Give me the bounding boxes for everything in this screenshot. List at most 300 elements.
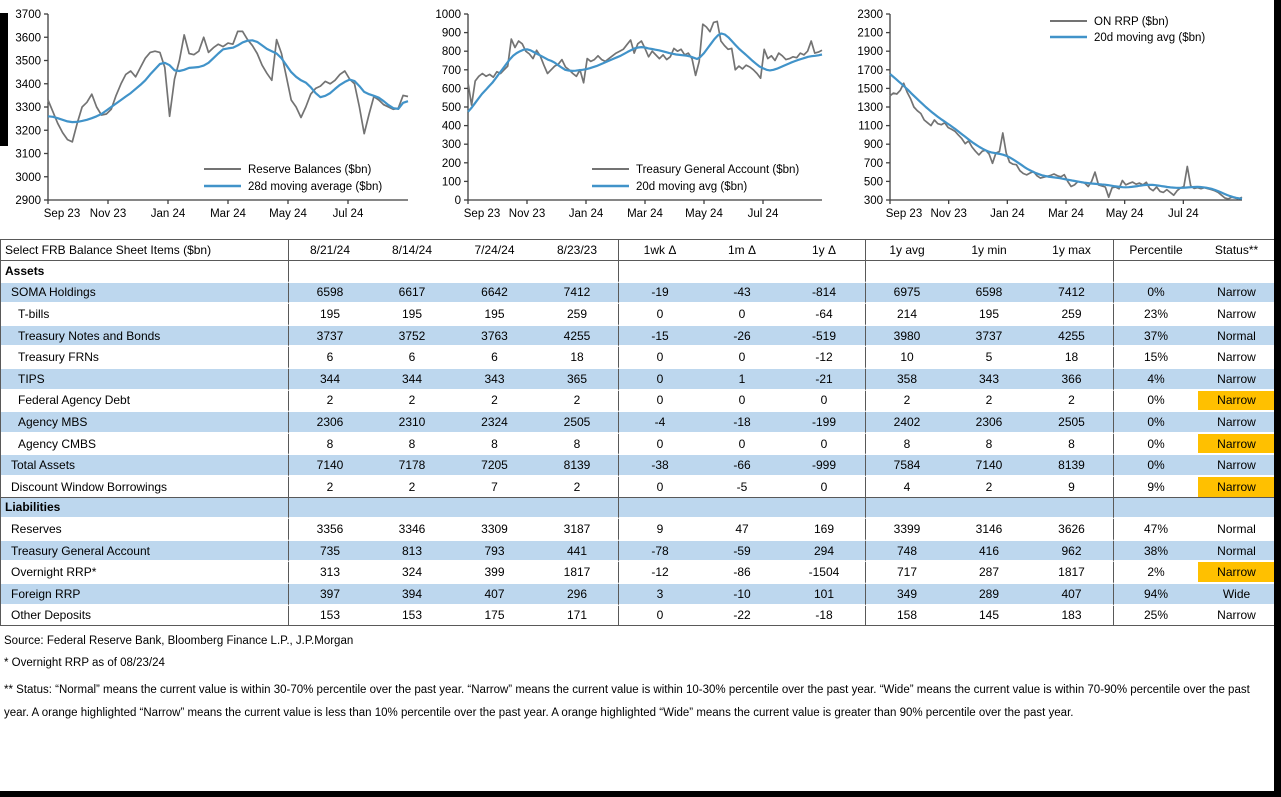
value-cell: 38% bbox=[1113, 541, 1198, 563]
value-cell: 3626 bbox=[1030, 519, 1113, 541]
table-row bbox=[1, 477, 1275, 498]
value-cell: 343 bbox=[453, 369, 536, 391]
x-tick-label: Mar 24 bbox=[1048, 208, 1084, 220]
column-header: 1y max bbox=[1030, 240, 1113, 261]
value-cell: 7584 bbox=[865, 455, 948, 477]
y-tick-label: 300 bbox=[863, 195, 883, 207]
value-cell: -814 bbox=[783, 283, 865, 305]
x-tick-label: Jan 24 bbox=[568, 208, 604, 220]
value-cell: 407 bbox=[453, 584, 536, 606]
status-cell: Wide bbox=[1198, 584, 1275, 606]
value-cell: 6975 bbox=[865, 283, 948, 305]
value-cell: 358 bbox=[865, 369, 948, 391]
value-cell: 2 bbox=[1030, 391, 1113, 413]
value-cell: 0 bbox=[618, 606, 701, 626]
value-cell bbox=[783, 261, 865, 283]
value-cell: 1817 bbox=[1030, 562, 1113, 584]
value-cell bbox=[536, 261, 618, 283]
table-row bbox=[1, 584, 1275, 606]
status-cell: Narrow bbox=[1198, 347, 1275, 369]
chart-canvas-treasury-general-account bbox=[428, 4, 830, 232]
value-cell: 2505 bbox=[1030, 412, 1113, 434]
value-cell: 7178 bbox=[371, 455, 453, 477]
row-label: Assets bbox=[1, 261, 288, 283]
value-cell: 3187 bbox=[536, 519, 618, 541]
value-cell: 343 bbox=[948, 369, 1030, 391]
status-cell: Normal bbox=[1198, 541, 1275, 563]
value-cell bbox=[865, 261, 948, 283]
x-tick-label: Nov 23 bbox=[89, 208, 127, 220]
value-cell: 0% bbox=[1113, 391, 1198, 413]
row-label: Treasury Notes and Bonds bbox=[1, 326, 288, 348]
value-cell: 294 bbox=[783, 541, 865, 563]
value-cell: 6 bbox=[371, 347, 453, 369]
value-cell: 1817 bbox=[536, 562, 618, 584]
value-cell bbox=[371, 261, 453, 283]
table-row bbox=[1, 326, 1275, 348]
value-cell: 2 bbox=[948, 391, 1030, 413]
x-tick-label: Jan 24 bbox=[150, 208, 186, 220]
row-label: T-bills bbox=[1, 304, 288, 326]
value-cell: 0 bbox=[701, 347, 783, 369]
value-cell: 9% bbox=[1113, 477, 1198, 498]
value-cell bbox=[1030, 498, 1113, 520]
value-cell bbox=[948, 261, 1030, 283]
value-cell: 2 bbox=[536, 477, 618, 498]
value-cell: 1 bbox=[701, 369, 783, 391]
x-tick-label: Sep 23 bbox=[463, 208, 501, 220]
y-tick-label: 400 bbox=[441, 120, 461, 133]
row-label: Agency MBS bbox=[1, 412, 288, 434]
value-cell: 3146 bbox=[948, 519, 1030, 541]
value-cell: 0% bbox=[1113, 434, 1198, 456]
value-cell: 0 bbox=[618, 434, 701, 456]
value-cell: 962 bbox=[1030, 541, 1113, 563]
chart-canvas-reserve-balances bbox=[6, 4, 418, 232]
chart-on-rrp bbox=[848, 4, 1250, 237]
value-cell: -12 bbox=[618, 562, 701, 584]
value-cell: 6642 bbox=[453, 283, 536, 305]
value-cell: 2 bbox=[288, 391, 371, 413]
status-cell: Narrow bbox=[1198, 304, 1275, 326]
row-label: Treasury General Account bbox=[1, 541, 288, 563]
y-tick-label: 3200 bbox=[15, 125, 41, 138]
value-cell bbox=[453, 261, 536, 283]
value-cell: 5 bbox=[948, 347, 1030, 369]
value-cell bbox=[1030, 261, 1113, 283]
legend-label: 20d moving avg ($bn) bbox=[1094, 32, 1206, 44]
page-edge-bottom bbox=[0, 791, 1281, 797]
value-cell: 2 bbox=[453, 391, 536, 413]
value-cell: -999 bbox=[783, 455, 865, 477]
row-label: Discount Window Borrowings bbox=[1, 477, 288, 498]
row-label: Reserves bbox=[1, 519, 288, 541]
value-cell: 2306 bbox=[288, 412, 371, 434]
x-tick-label: May 24 bbox=[1105, 208, 1144, 220]
footnote-status-definition: ** Status: “Normal” means the current value is within 30-70% percentile over the past year. “Narrow” means the current value is within 10-30% percentile over the past year. “Wide” means the current value is within 70-90% percentile over the past year. A orange highlighted “Narrow” means the current value is less than 10% percentile over the past year. A orange highlighted “Wide” means the current value is greater than 90% percentile over the past year. bbox=[4, 684, 1250, 719]
y-tick-label: 3600 bbox=[15, 32, 41, 45]
table-row bbox=[1, 283, 1275, 305]
value-cell: 0 bbox=[783, 434, 865, 456]
value-cell: 0% bbox=[1113, 412, 1198, 434]
value-cell: 2 bbox=[288, 477, 371, 498]
value-cell: 349 bbox=[865, 584, 948, 606]
value-cell: -43 bbox=[701, 283, 783, 305]
row-label: Overnight RRP* bbox=[1, 562, 288, 584]
value-cell: -59 bbox=[701, 541, 783, 563]
value-cell: -1504 bbox=[783, 562, 865, 584]
value-cell: 145 bbox=[978, 608, 1000, 623]
value-cell: 8 bbox=[288, 434, 371, 456]
value-cell: 289 bbox=[948, 584, 1030, 606]
status-cell: Narrow bbox=[1198, 283, 1275, 305]
value-cell: 195 bbox=[288, 304, 371, 326]
x-tick-label: Sep 23 bbox=[885, 208, 923, 220]
table-row bbox=[1, 541, 1275, 563]
value-cell: 3737 bbox=[288, 326, 371, 348]
value-cell: 214 bbox=[865, 304, 948, 326]
value-cell: 153 bbox=[288, 606, 371, 626]
value-cell: 344 bbox=[371, 369, 453, 391]
value-cell: -10 bbox=[701, 584, 783, 606]
value-cell: 37% bbox=[1113, 326, 1198, 348]
x-tick-label: Jan 24 bbox=[990, 208, 1025, 220]
value-cell: 397 bbox=[288, 584, 371, 606]
value-cell: -15 bbox=[618, 326, 701, 348]
value-cell: 0 bbox=[618, 304, 701, 326]
table-header-row bbox=[1, 240, 1275, 261]
value-cell: 0 bbox=[618, 477, 701, 498]
value-cell bbox=[783, 498, 865, 520]
y-tick-label: 500 bbox=[863, 176, 883, 189]
y-tick-label: 3100 bbox=[15, 148, 41, 161]
row-label: Liabilities bbox=[1, 498, 288, 520]
value-cell: 9 bbox=[1030, 477, 1113, 498]
status-cell: Narrow bbox=[1198, 369, 1275, 391]
value-cell: 3356 bbox=[288, 519, 371, 541]
y-tick-label: 0 bbox=[454, 195, 461, 207]
value-cell bbox=[371, 498, 453, 520]
value-cell: 3752 bbox=[371, 326, 453, 348]
value-cell: 8 bbox=[536, 434, 618, 456]
y-tick-label: 3000 bbox=[15, 171, 41, 184]
y-tick-label: 3400 bbox=[15, 78, 41, 91]
legend-label: 28d moving average ($bn) bbox=[248, 181, 383, 193]
y-tick-label: 3700 bbox=[15, 9, 41, 21]
value-cell: 158 bbox=[865, 606, 948, 626]
value-cell: 394 bbox=[371, 584, 453, 606]
status-cell: Narrow bbox=[1198, 391, 1275, 413]
value-cell bbox=[865, 498, 948, 520]
x-tick-label: May 24 bbox=[685, 208, 723, 220]
value-cell bbox=[618, 261, 701, 283]
y-tick-label: 700 bbox=[441, 64, 461, 77]
value-cell: 6598 bbox=[948, 283, 1030, 305]
series-line-main bbox=[890, 83, 1242, 199]
value-cell bbox=[701, 261, 783, 283]
value-cell: 7412 bbox=[536, 283, 618, 305]
table-row bbox=[1, 369, 1275, 391]
y-tick-label: 500 bbox=[441, 102, 461, 114]
y-tick-label: 800 bbox=[441, 46, 461, 59]
value-cell: -12 bbox=[783, 347, 865, 369]
value-cell: 365 bbox=[536, 369, 618, 391]
y-tick-label: 900 bbox=[863, 139, 883, 152]
y-tick-label: 100 bbox=[441, 176, 461, 189]
column-header: 8/14/24 bbox=[371, 240, 453, 261]
legend-label: ON RRP ($bn) bbox=[1094, 16, 1169, 28]
value-cell: 399 bbox=[453, 562, 536, 584]
value-cell: 195 bbox=[453, 304, 536, 326]
value-cell: 7 bbox=[453, 477, 536, 498]
value-cell bbox=[288, 261, 371, 283]
value-cell: 2306 bbox=[948, 412, 1030, 434]
value-cell: 18 bbox=[536, 347, 618, 369]
value-cell: 4255 bbox=[536, 326, 618, 348]
value-cell: 2402 bbox=[865, 412, 948, 434]
value-cell: 416 bbox=[948, 541, 1030, 563]
value-cell: 259 bbox=[536, 304, 618, 326]
value-cell: 15% bbox=[1113, 347, 1198, 369]
value-cell: 169 bbox=[783, 519, 865, 541]
value-cell: 4% bbox=[1113, 369, 1198, 391]
value-cell: 94% bbox=[1113, 584, 1198, 606]
status-cell: Narrow bbox=[1198, 477, 1275, 498]
value-cell: 441 bbox=[536, 541, 618, 563]
value-cell: 8 bbox=[1030, 434, 1113, 456]
value-cell: 3346 bbox=[371, 519, 453, 541]
legend-label: Treasury General Account ($bn) bbox=[636, 164, 800, 176]
y-tick-label: 2300 bbox=[857, 9, 883, 21]
table-title: Select FRB Balance Sheet Items ($bn) bbox=[1, 240, 288, 261]
value-cell: -22 bbox=[733, 608, 751, 623]
y-tick-label: 2100 bbox=[857, 27, 883, 40]
value-cell bbox=[618, 498, 701, 520]
value-cell bbox=[1113, 261, 1198, 283]
value-cell: 18 bbox=[1030, 347, 1113, 369]
x-tick-label: Jul 24 bbox=[332, 208, 364, 220]
value-cell: 8139 bbox=[1030, 455, 1113, 477]
footnote-overnight-rrp: * Overnight RRP as of 08/23/24 bbox=[4, 657, 165, 669]
x-tick-label: Mar 24 bbox=[210, 208, 246, 220]
series-line-moving-avg bbox=[48, 40, 408, 122]
table-row bbox=[1, 455, 1275, 477]
column-header: 1y avg bbox=[865, 240, 948, 261]
value-cell: 2 bbox=[371, 391, 453, 413]
table-row bbox=[1, 434, 1275, 456]
value-cell: -18 bbox=[815, 608, 833, 623]
value-cell: 4255 bbox=[1030, 326, 1113, 348]
value-cell: 2 bbox=[536, 391, 618, 413]
value-cell: 324 bbox=[371, 562, 453, 584]
value-cell: 195 bbox=[948, 304, 1030, 326]
value-cell: 0 bbox=[618, 369, 701, 391]
table-row bbox=[1, 391, 1275, 413]
y-tick-label: 1900 bbox=[857, 46, 883, 59]
value-cell: 0 bbox=[783, 391, 865, 413]
value-cell: 407 bbox=[1030, 584, 1113, 606]
value-cell: 6617 bbox=[371, 283, 453, 305]
value-cell bbox=[536, 498, 618, 520]
page-edge-right bbox=[1274, 0, 1281, 797]
y-tick-label: 1500 bbox=[857, 83, 883, 96]
value-cell: 287 bbox=[948, 562, 1030, 584]
row-label: Treasury FRNs bbox=[1, 347, 288, 369]
value-cell: 259 bbox=[1030, 304, 1113, 326]
status-cell bbox=[1198, 498, 1275, 520]
y-tick-label: 200 bbox=[441, 157, 461, 170]
x-tick-label: Sep 23 bbox=[43, 208, 81, 220]
value-cell: 2 bbox=[948, 477, 1030, 498]
value-cell: 2% bbox=[1113, 562, 1198, 584]
y-tick-label: 900 bbox=[441, 27, 461, 40]
value-cell: 313 bbox=[288, 562, 371, 584]
column-header: 1y Δ bbox=[783, 240, 865, 261]
value-cell: 6598 bbox=[288, 283, 371, 305]
value-cell: 7140 bbox=[948, 455, 1030, 477]
value-cell: 2 bbox=[865, 391, 948, 413]
value-cell: -5 bbox=[701, 477, 783, 498]
value-cell: 8 bbox=[948, 434, 1030, 456]
value-cell: 296 bbox=[536, 584, 618, 606]
x-tick-label: Nov 23 bbox=[930, 208, 967, 220]
chart-treasury-general-account bbox=[428, 4, 830, 237]
value-cell: 8139 bbox=[536, 455, 618, 477]
value-cell: 0 bbox=[701, 434, 783, 456]
y-tick-label: 2900 bbox=[15, 195, 41, 207]
value-cell bbox=[288, 498, 371, 520]
balance-sheet-table-grid bbox=[0, 239, 1276, 626]
value-cell: 6 bbox=[453, 347, 536, 369]
value-cell: 7412 bbox=[1030, 283, 1113, 305]
value-cell: 717 bbox=[865, 562, 948, 584]
value-cell: 10 bbox=[865, 347, 948, 369]
table-row bbox=[1, 498, 1275, 520]
x-tick-label: Mar 24 bbox=[627, 208, 663, 220]
row-label: Foreign RRP bbox=[1, 584, 288, 606]
value-cell: 153 bbox=[401, 608, 423, 623]
value-cell: 7140 bbox=[288, 455, 371, 477]
row-label: Agency CMBS bbox=[1, 434, 288, 456]
legend-label: 20d moving avg ($bn) bbox=[636, 181, 748, 193]
column-header: 1y min bbox=[948, 240, 1030, 261]
status-cell: Normal bbox=[1198, 519, 1275, 541]
y-tick-label: 600 bbox=[441, 83, 461, 96]
column-header: Status** bbox=[1198, 240, 1275, 261]
value-cell bbox=[1113, 498, 1198, 520]
y-tick-label: 700 bbox=[863, 157, 883, 170]
x-tick-label: Jul 24 bbox=[747, 208, 779, 220]
y-tick-label: 1300 bbox=[857, 102, 883, 114]
value-cell: 175 bbox=[484, 608, 505, 623]
series-line-main bbox=[468, 21, 822, 105]
source-note: Source: Federal Reserve Bank, Bloomberg Finance L.P., J.P.Morgan bbox=[4, 635, 354, 647]
value-cell: -4 bbox=[618, 412, 701, 434]
value-cell: 3737 bbox=[948, 326, 1030, 348]
y-tick-label: 1100 bbox=[858, 120, 883, 133]
value-cell: 2310 bbox=[371, 412, 453, 434]
value-cell: 171 bbox=[566, 608, 588, 623]
value-cell: 0 bbox=[701, 391, 783, 413]
value-cell: 3980 bbox=[865, 326, 948, 348]
value-cell: 25% bbox=[1113, 606, 1198, 626]
table-row bbox=[1, 519, 1275, 541]
value-cell: 3763 bbox=[453, 326, 536, 348]
status-cell: Narrow bbox=[1198, 412, 1275, 434]
table-row bbox=[1, 347, 1275, 369]
value-cell: 344 bbox=[288, 369, 371, 391]
row-label: Total Assets bbox=[1, 455, 288, 477]
value-cell: 735 bbox=[288, 541, 371, 563]
column-header: 7/24/24 bbox=[453, 240, 536, 261]
row-label: TIPS bbox=[1, 369, 288, 391]
value-cell: -21 bbox=[783, 369, 865, 391]
value-cell: 8 bbox=[453, 434, 536, 456]
value-cell: 813 bbox=[371, 541, 453, 563]
value-cell: 0 bbox=[618, 391, 701, 413]
value-cell: 4 bbox=[865, 477, 948, 498]
status-cell: Narrow bbox=[1198, 562, 1275, 584]
value-cell: 47 bbox=[701, 519, 783, 541]
value-cell: 366 bbox=[1030, 369, 1113, 391]
value-cell: 0 bbox=[701, 304, 783, 326]
status-cell: Narrow bbox=[1198, 455, 1275, 477]
column-header: 8/21/24 bbox=[288, 240, 371, 261]
table-row bbox=[1, 304, 1275, 326]
chart-canvas-on-rrp bbox=[848, 4, 1250, 232]
value-cell: 0 bbox=[618, 347, 701, 369]
value-cell: 3309 bbox=[453, 519, 536, 541]
row-label: SOMA Holdings bbox=[1, 283, 288, 305]
row-label: Other Deposits bbox=[11, 608, 92, 623]
y-tick-label: 3300 bbox=[15, 102, 41, 114]
page-edge-left bbox=[0, 13, 8, 146]
x-tick-label: May 24 bbox=[269, 208, 307, 220]
status-cell: Narrow bbox=[1217, 608, 1256, 623]
value-cell: 8 bbox=[865, 434, 948, 456]
value-cell: 3399 bbox=[865, 519, 948, 541]
value-cell: 0% bbox=[1113, 455, 1198, 477]
value-cell: 7205 bbox=[453, 455, 536, 477]
value-cell: -18 bbox=[701, 412, 783, 434]
column-header: Percentile bbox=[1113, 240, 1198, 261]
value-cell bbox=[701, 498, 783, 520]
x-tick-label: Jul 24 bbox=[1167, 208, 1199, 220]
table-row bbox=[1, 261, 1275, 283]
y-tick-label: 3500 bbox=[15, 55, 41, 68]
value-cell bbox=[453, 498, 536, 520]
value-cell: -78 bbox=[618, 541, 701, 563]
value-cell: -19 bbox=[618, 283, 701, 305]
value-cell: 2505 bbox=[536, 412, 618, 434]
value-cell: 2 bbox=[371, 477, 453, 498]
value-cell: -38 bbox=[618, 455, 701, 477]
value-cell: 6 bbox=[288, 347, 371, 369]
status-cell bbox=[1198, 261, 1275, 283]
value-cell: 793 bbox=[453, 541, 536, 563]
value-cell: 195 bbox=[371, 304, 453, 326]
value-cell: 183 bbox=[1061, 608, 1082, 623]
value-cell: 748 bbox=[865, 541, 948, 563]
value-cell: -64 bbox=[783, 304, 865, 326]
table-row bbox=[1, 606, 1275, 626]
balance-sheet-table bbox=[0, 239, 1276, 626]
series-line-moving-avg bbox=[468, 34, 822, 112]
value-cell: -199 bbox=[783, 412, 865, 434]
table-row bbox=[1, 562, 1275, 584]
status-cell: Normal bbox=[1198, 326, 1275, 348]
value-cell: 0 bbox=[783, 477, 865, 498]
